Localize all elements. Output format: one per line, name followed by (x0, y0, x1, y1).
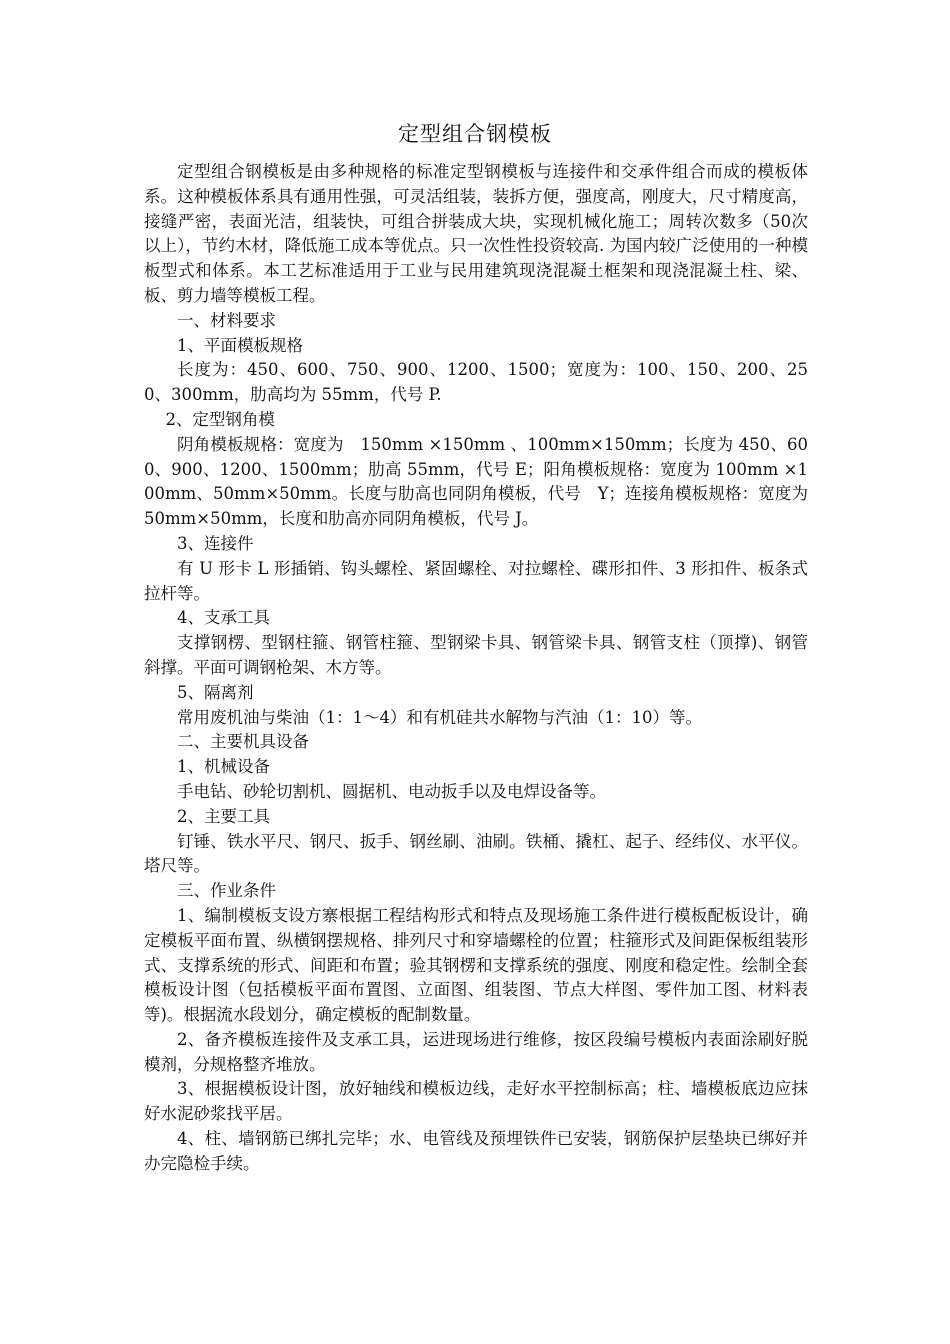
subheading-support-tools: 4、支承工具 (177, 608, 270, 628)
subheading-flat-formwork: 1、平面模板规格 (177, 335, 303, 355)
subheading-machinery: 1、机械设备 (177, 757, 270, 777)
paragraph-machinery: 手电钻、砂轮切割机、圆据机、电动扳手以及电焊设备等。 (177, 781, 606, 801)
paragraph-corner-formwork-specs: 阴角模板规格：宽度为 150mm ×150mm 、100mm×150mm；长度为 450、600、900、1200、1500mm；肋高 55mm，代号 E；阳角模板规格：宽度为 100mm ×100mm、50mm×50mm。长度与肋高也同阴角模板，代号 Y；连接角模板规格：宽度为 50mm×50mm，长度和肋高亦同阴角模板，代号 J。 (144, 434, 808, 529)
subheading-release-agent: 5、隔离剂 (177, 682, 254, 702)
paragraph-condition-1: 1、编制模板支设方寨根据工程结构形式和特点及现场施工条件进行模板配板设计，确定模板平面布置、纵横钢摆规格、排列尺寸和穿墙螺栓的位置；柱箍形式及间距保板组装形式、支撑系统的形式、间距和布置；验其钢楞和支撑系统的强度、刚度和稳定性。绘制全套模板设计图（包括模板平面布置图、立面图、组装图、节点大样图、零件加工图、材料表等)。根据流水段划分，确定模板的配制数量。 (144, 905, 808, 1025)
paragraph-condition-4: 4、柱、墙钢筋已绑扎完毕；水、电管线及预埋铁件已安装，钢筋保护层垫块已绑好并办完隐检手续。 (144, 1129, 808, 1173)
section-heading-materials: 一、材料要求 (177, 310, 276, 330)
paragraph-main-tools: 钉锤、铁水平尺、钢尺、扳手、钢丝刷、油刷。铁桶、撬杠、起子、经纬仪、水平仪。塔尺等。 (144, 831, 808, 876)
paragraph-flat-formwork-specs: 长度为：450、600、750、900、1200、1500；宽度为：100、150、200、250、300mm，肋高均为 55mm，代号 P. (144, 360, 808, 405)
paragraph-condition-2: 2、备齐模板连接件及支承工具，运进现场进行维修，按区段编号模板内表面涂刷好脱模剂，分规格整齐堆放。 (144, 1029, 808, 1074)
paragraph-condition-3: 3、根据模板设计图，放好轴线和模板边线，走好水平控制标高；柱、墙模板底边应抹好水泥砂浆找平居。 (144, 1079, 808, 1124)
document-title: 定型组合钢模板 (398, 122, 552, 146)
subheading-steel-corner-formwork: 2、定型钢角模 (165, 409, 275, 429)
intro-paragraph: 定型组合钢模板是由多种规格的标准定型钢模板与连接件和交承件组合而成的模板体系。这种模板体系具有通用性强，可灵活组装，装拆方便，强度高，刚度大，尺寸精度高，接缝严密，表面光洁，组装快，可组合拼装成大块，实现机械化施工；周转次数多（50次以上），节约木材，降低施工成本等优点。只一次性性投资较高. 为国内较广泛使用的一种模板型式和体系。本工艺标准适用于工业与民用建筑现浇混凝土框架和现浇混凝土柱、梁、板、剪力墙等模板工程。 (144, 162, 808, 305)
subheading-main-tools: 2、主要工具 (177, 806, 270, 826)
section-heading-equipment: 二、主要机具设备 (177, 732, 309, 752)
paragraph-release-agent: 常用废机油与柴油（1：1～4）和有机硅共水解物与汽油（1：10）等。 (177, 707, 702, 727)
paragraph-support-tools: 支撑钢楞、型钢柱箍、钢管柱箍、型钢梁卡具、钢管梁卡具、钢管支柱（顶撑)、钢管斜撑。平面可调钢枪架、木方等。 (144, 633, 808, 677)
paragraph-connectors: 有 U 形卡 L 形插销、钩头螺栓、紧固螺栓、对拉螺栓、碟形扣件、3 形扣件、板条式拉杆等。 (144, 558, 808, 603)
section-heading-work-conditions: 三、作业条件 (177, 881, 276, 901)
document-body (144, 160, 808, 1177)
subheading-connectors: 3、连接件 (177, 533, 254, 553)
